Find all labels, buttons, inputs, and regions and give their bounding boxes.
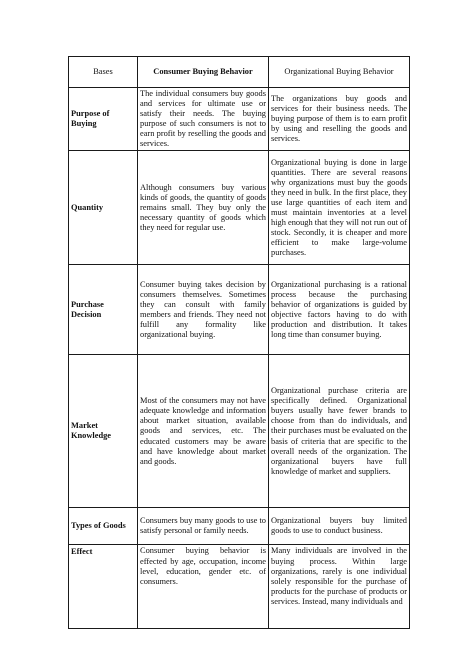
row-base-label: Purchase Decision [69, 265, 138, 355]
organizational-cell: Organizational purchase criteria are specifically defined. Organizational buyers usually have fewer brands to choose from than do individuals, and their purchases must be evaluated on the basis of criteria that are specific to the overall needs of the organization. The organizational buyers have full knowledge of market and suppliers. [269, 355, 410, 508]
consumer-cell: Most of the consumers may not have adequate knowledge and information about market situation, available goods and services, etc. The educated customers may be aware and have knowledge about market and goods. [138, 355, 269, 508]
row-base-label: Types of Goods [69, 508, 138, 545]
organizational-cell: Organizational buying is done in large quantities. There are several reasons why organizations must buy the goods they need in bulk. In the first place, they use large quantities of each item and must maintain inventories at a level high enough that they will not run out of stock. Secondly, it is cheaper and more efficient to make large-volume purchases. [269, 151, 410, 265]
header-bases: Bases [69, 57, 138, 88]
row-base-label: Market Knowledge [69, 355, 138, 508]
consumer-cell: Consumer buying behavior is effected by age, occupation, income level, education, gender etc. of consumers. [138, 545, 269, 629]
table-row [69, 545, 410, 629]
consumer-cell: The individual consumers buy goods and services for ultimate use or satisfy their needs. The buying purpose of such consumers is not to earn profit by reselling the goods and services. [138, 88, 269, 151]
table-row [69, 265, 410, 355]
organizational-cell: Many individuals are involved in the buying process. Within large organizations, rarely is one individual solely responsible for the purchase of products for the purchase of products or services. Instead, many individuals and [269, 545, 410, 629]
consumer-cell: Although consumers buy various kinds of goods, the quantity of goods remains small. They buy only the necessary quantity of goods which they need for regular use. [138, 151, 269, 265]
row-base-label: Purpose of Buying [69, 88, 138, 151]
row-base-label: Quantity [69, 151, 138, 265]
table-row [69, 151, 410, 265]
consumer-cell: Consumers buy many goods to use to satisfy personal or family needs. [138, 508, 269, 545]
table-row [69, 355, 410, 508]
organizational-cell: The organizations buy goods and services for their business needs. The buying purpose of them is to earn profit by using and reselling the goods and services. [269, 88, 410, 151]
organizational-cell: Organizational buyers buy limited goods to use to conduct business. [269, 508, 410, 545]
table-header-row [69, 57, 410, 88]
header-consumer: Consumer Buying Behavior [138, 57, 269, 88]
header-organizational: Organizational Buying Behavior [269, 57, 410, 88]
consumer-cell: Consumer buying takes decision by consumers themselves. Sometimes they can consult with family members and friends. They need not fulfill any formality like organizational buying. [138, 265, 269, 355]
row-base-label: Effect [69, 545, 138, 629]
table-row [69, 508, 410, 545]
table-row [69, 88, 410, 151]
organizational-cell: Organizational purchasing is a rational process because the purchasing behavior of organizations is guided by objective factors having to do with production and distribution. It takes long time than consumer buying. [269, 265, 410, 355]
comparison-table [68, 56, 410, 629]
